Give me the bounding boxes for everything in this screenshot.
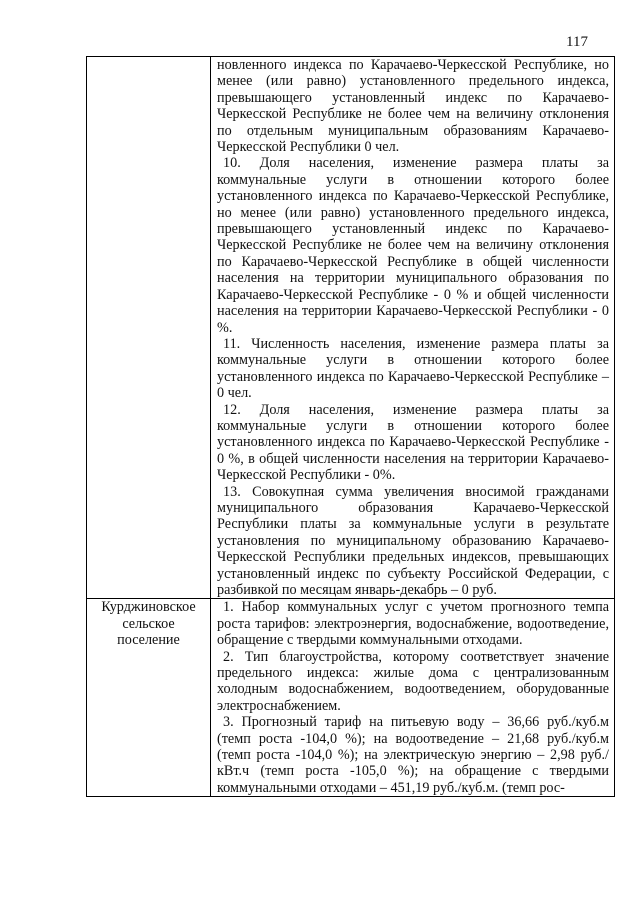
indicators-cell	[211, 599, 615, 797]
municipality-cell	[87, 599, 211, 797]
page-number: 117	[566, 34, 588, 50]
paragraph-item-3: 3. Прогнозный тариф на питьевую воду – 36,66 руб./куб.м (темп роста -104,0 %); на водоотведение – 21,68 руб./куб.м (темп роста -104,0 %); на электрическую энергию – 2,98 руб./кВт.ч (темп роста -105,0 %); на обращение с твердыми коммунальными отходами – 451,19 руб./куб.м. (темп рос-	[217, 714, 609, 796]
paragraph-item-13: 13. Совокупная сумма увеличения вносимой гражданами муниципального образования Карачаево-Черкесской Республики платы за коммунальные услуги в результате установления по муниципальному образованию Карачаево-Черкесской Республики предельных индексов, превышающих установленный индекс по субъекту Российской Федерации, с разбивкой по месяцам январь-декабрь – 0 руб.	[217, 483, 609, 598]
paragraph-item-2: 2. Тип благоустройства, которому соответствует значение предельного индекса: жилые дома с централизованным холодным водоснабжением, водоотведением, оборудованные электроснабжением.	[217, 648, 609, 714]
indicators-cell	[211, 57, 615, 599]
municipality-cell	[87, 57, 211, 599]
municipality-name	[87, 599, 210, 648]
table-row	[87, 57, 615, 599]
table-row	[87, 599, 615, 797]
paragraph-continuation: новленного индекса по Карачаево-Черкесской Республике, но менее (или равно) установленного предельного индекса, превышающего установленный индекс по Карачаево-Черкесской Республике не более чем на величину отклонения по отдельным муниципальным образованиям Карачаево-Черкесской Республики 0 чел.	[217, 57, 609, 156]
municipality-name-line: поселение	[117, 632, 180, 649]
paragraph-item-1: 1. Набор коммунальных услуг с учетом прогнозного темпа роста тарифов: электроэнергия, водоснабжение, водоотведение, обращение с твердыми коммунальными отходами.	[217, 599, 609, 649]
paragraph-item-10: 10. Доля населения, изменение размера платы за коммунальные услуги в отношении которого более установленного индекса по Карачаево-Черкесской Республике, но менее (или равно) установленного предельного индекса, превышающего установленный индекс по Карачаево-Черкесской Республике не более чем на величину отклонения по Карачаево-Черкесской Республике в общей численности населения на территории муниципального образования по Карачаево-Черкесской Республике - 0 % и общей численности населения на территории Карачаево-Черкесской Республики - 0 %.	[217, 155, 609, 336]
document-table	[86, 56, 615, 797]
paragraph-item-11: 11. Численность населения, изменение размера платы за коммунальные услуги в отношении которого более установленного индекса по Карачаево-Черкесской Республике – 0 чел.	[217, 335, 609, 402]
municipality-name-line: Курджиновское	[101, 599, 196, 616]
paragraph-item-12: 12. Доля населения, изменение размера платы за коммунальные услуги в отношении которого более установленного индекса по Карачаево-Черкесской Республике - 0 %, в общей численности населения на территории Карачаево-Черкесской Республики - 0%.	[217, 401, 609, 484]
municipality-name-line: сельское	[122, 615, 175, 632]
